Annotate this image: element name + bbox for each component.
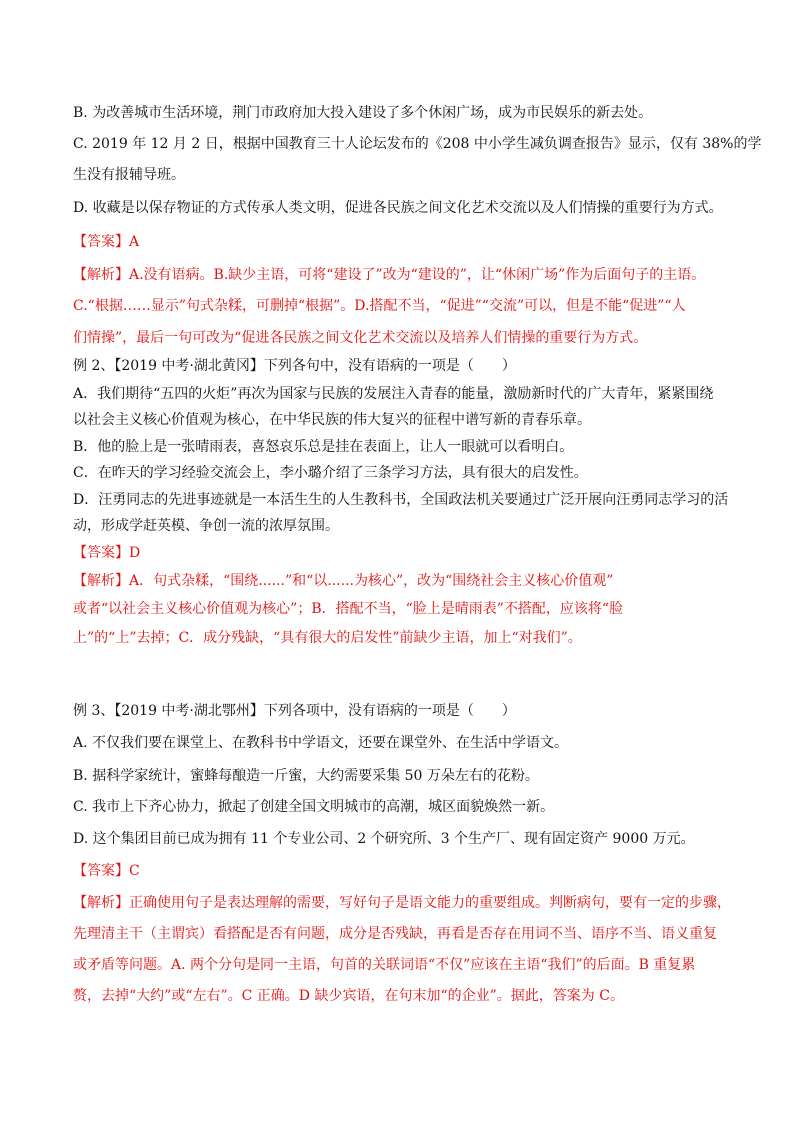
example2-answer: 【答案】D [73,545,141,561]
example2-question: 例 2、【2019 中考·湖北黄冈】下列各句中，没有语病的一项是（ ） [73,358,516,374]
answer-label: 【答案】A [73,234,140,250]
example3-answer: 【答案】C [73,863,140,879]
example2-option-d-line1: D．汪勇同志的先进事迹就是一本活生生的人生教科书，全国政法机关要通过广泛开展向汪勇同志学习的活 [73,492,729,508]
example2-analysis-line1: 【解析】A．句式杂糅，“围绕......”和“以......为核心”，改为“围绕社会主义核心价值观” [73,573,614,589]
analysis-line1: 【解析】A.没有语病。B.缺少主语，可将“建设了”改为“建设的”，让“休闲广场”作为后面句子的主语。 [73,267,706,283]
example3-question: 例 3、【2019 中考·湖北鄂州】下列各项中，没有语病的一项是（ ） [73,703,516,719]
option-c-text-line2: 生没有报辅导班。 [73,167,185,183]
example2-option-b: B．他的脸上是一张晴雨表，喜怒哀乐总是挂在表面上，让人一眼就可以看明白。 [73,439,574,455]
example2-analysis-line3: 上”的“上”去掉；C．成分残缺，“具有很大的启发性”前缺少主语，加上“对我们”。 [73,630,582,646]
example2-option-d-line2: 动，形成学赶英模、争创一流的浓厚氛围。 [73,518,339,534]
example3-analysis-line3: 或矛盾等问题。A. 两个分句是同一主语，句首的关联词语“不仅”应该在主语“我们”的后面。B 重复累 [73,957,696,973]
option-c-text-line1: C. 2019 年 12 月 2 日，根据中国教育三十人论坛发布的《208 中小学生减负调查报告》显示，仅有 38%的学 [73,136,762,152]
example2-analysis-line2: 或者“以社会主义核心价值观为核心”；B．搭配不当，“脸上是晴雨表”不搭配，应该将“脸 [73,601,624,617]
example2-option-c: C．在昨天的学习经验交流会上，李小璐介绍了三条学习方法，具有很大的启发性。 [73,465,588,481]
example3-analysis-line1: 【解析】正确使用句子是表达理解的需要，写好句子是语文能力的重要组成。判断病句，要有一定的步骤， [73,895,731,911]
example3-option-b: B. 据科学家统计，蜜蜂每酿造一斤蜜，大约需要采集 50 万朵左右的花粉。 [73,768,539,784]
option-b-text: B. 为改善城市生活环境，荆门市政府加大投入建设了多个休闲广场，成为市民娱乐的新去处。 [73,105,653,121]
analysis-line3: 们情操”，最后一句可改为“促进各民族之间文化艺术交流以及培养人们情操的重要行为方式。 [73,330,648,346]
example2-option-a-line1: A．我们期待“五四的火炬”再次为国家与民族的发展注入青春的能量，激励新时代的广大青年，紧紧围绕 [73,386,714,402]
analysis-line2: C.“根据……显示”句式杂糅，可删掉“根据”。D.搭配不当，“促进”“交流”可以，但是不能“促进”“人 [73,298,686,314]
example3-option-a: A. 不仅我们要在课堂上、在教科书中学语文，还要在课堂外、在生活中学语文。 [73,735,569,751]
example3-option-d: D. 这个集团目前已成为拥有 11 个专业公司、2 个研究所、3 个生产厂、现有固定资产 9000 万元。 [73,831,695,847]
example3-analysis-line4: 赘，去掉“大约”或“左右”。C 正确。D 缺少宾语，在句末加“的企业”。据此，答案为 C。 [73,988,624,1004]
example3-analysis-line2: 先理清主干（主谓宾）看搭配是否有问题，成分是否残缺，再看是否存在用词不当、语序不当、语义重复 [73,926,717,942]
option-d-text: D. 收藏是以保存物证的方式传承人类文明，促进各民族之间文化艺术交流以及人们情操的重要行为方式。 [73,200,723,216]
example3-option-c: C. 我市上下齐心协力，掀起了创建全国文明城市的高潮，城区面貌焕然一新。 [73,799,555,815]
example2-option-a-line2: 以社会主义核心价值观为核心，在中华民族的伟大复兴的征程中谱写新的青春乐章。 [73,412,591,428]
